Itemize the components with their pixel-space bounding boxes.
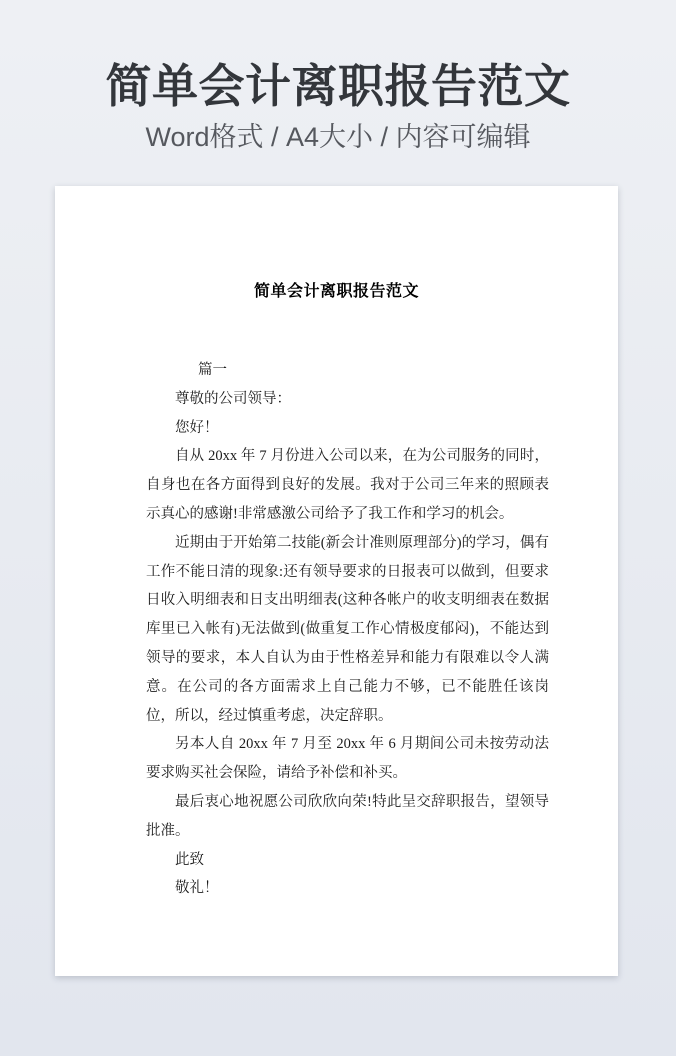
document-page bbox=[55, 186, 618, 976]
page-title: 简单会计离职报告范文 bbox=[105, 60, 571, 112]
document-paragraph: 最后衷心地祝愿公司欣欣向荣!特此呈交辞职报告，望领导批准。 bbox=[146, 793, 549, 839]
document-paragraph: 近期由于开始第二技能(新会计准则原理部分)的学习，偶有工作不能日清的现象:还有领导要求的日报表可以做到，但要求日收入明细表和日支出明细表(这种各帐户的收支明细表在数据库里已入帐有)无法做到(做重复工作心情极度郁闷)，不能达到领导的要求，本人自认为由于性格差异和能力有限难以令人满意。在公司的各方面需求上自己能力不够，已不能胜任该岗位，所以，经过慎重考虑，决定辞职。 bbox=[146, 534, 549, 724]
document-paragraph: 您好！ bbox=[175, 419, 219, 436]
document-paragraph: 敬礼！ bbox=[175, 880, 219, 897]
document-paragraph: 自从 20xx 年 7 月份进入公司以来，在为公司服务的同时，自身也在各方面得到良好的发展。我对于公司三年来的照顾表示真心的感谢!非常感激公司给予了我工作和学习的机会。 bbox=[146, 448, 549, 522]
document-paragraph: 另本人自 20xx 年 7 月至 20xx 年 6 月期间公司未按劳动法要求购买社会保险，请给予补偿和补买。 bbox=[146, 736, 549, 782]
document-body bbox=[146, 356, 549, 903]
document-paragraph: 此致 bbox=[175, 851, 204, 868]
page-subtitle: Word格式 / A4大小 / 内容可编辑 bbox=[145, 122, 531, 152]
document-title: 简单会计离职报告范文 bbox=[253, 283, 419, 300]
document-paragraph: 尊敬的公司领导： bbox=[175, 390, 291, 407]
document-paragraph: 篇一 bbox=[198, 362, 227, 378]
